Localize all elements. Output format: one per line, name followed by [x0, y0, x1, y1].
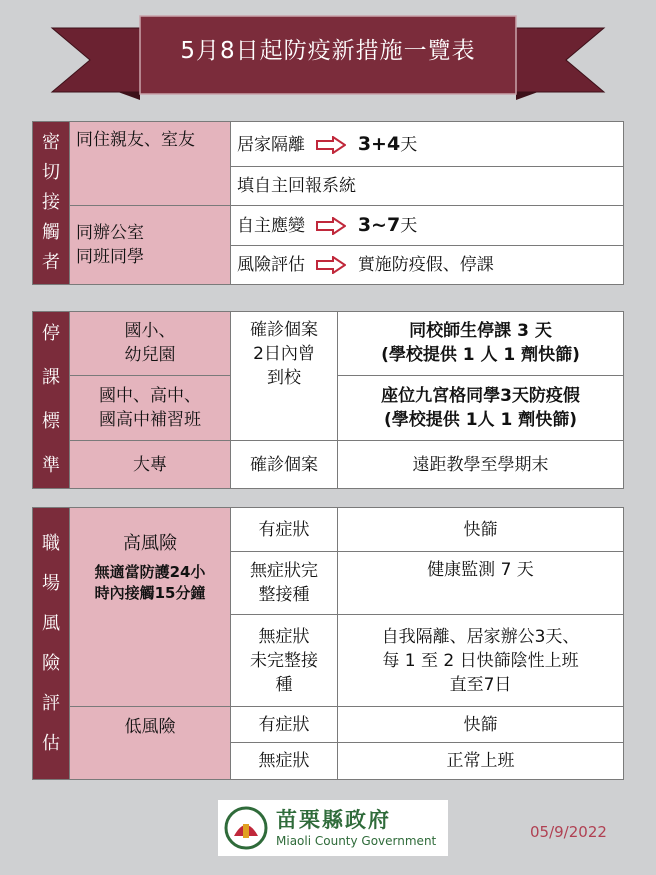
- county-logo: [218, 800, 448, 856]
- cohabitant-label: 同住親友、室友: [70, 122, 231, 206]
- secondary-action: 座位九宮格同學3天防疫假 (學校提供 1人 1 劑快篩): [338, 375, 624, 441]
- low-symptomatic-action: 快篩: [338, 707, 624, 743]
- workplace-risk-table: [32, 507, 624, 780]
- risk-assessment-cell: 風險評估 實施防疫假、停課: [231, 246, 624, 285]
- high-asymptomatic-unvaccinated-action: 自我隔離、居家辦公3天、 每 1 至 2 日快篩陰性上班 直至7日: [338, 615, 624, 707]
- class-suspension-table: [32, 311, 624, 489]
- low-asymptomatic-action: 正常上班: [338, 743, 624, 780]
- section-label-close-contact: 密 切 接 觸 者: [33, 122, 70, 285]
- close-contact-table: [32, 121, 624, 285]
- arrow-right-icon: [316, 256, 346, 274]
- section-label-class-suspension: 停 課 標 準: [33, 312, 70, 489]
- home-quarantine-cell: 居家隔離 3+4天: [231, 122, 624, 167]
- office-classmate-label: 同辦公室 同班同學: [70, 206, 231, 285]
- high-risk-label: 高風險 無適當防護24小 時內接觸15分鐘: [70, 508, 231, 707]
- high-symptomatic-condition: 有症狀: [231, 508, 338, 552]
- section-label-workplace-risk: 職 場 風 險 評 估: [33, 508, 70, 780]
- low-symptomatic-condition: 有症狀: [231, 707, 338, 743]
- org-name: 苗栗縣政府: [276, 807, 391, 832]
- secondary-label: 國中、高中、 國高中補習班: [70, 375, 231, 441]
- page-title: 5月8日起防疫新措施一覽表: [180, 38, 476, 64]
- elementary-label: 國小、 幼兒園: [70, 312, 231, 376]
- low-risk-label: 低風險: [70, 707, 231, 780]
- arrow-right-icon: [316, 136, 346, 154]
- arrow-right-icon: [316, 217, 346, 235]
- high-symptomatic-action: 快篩: [338, 508, 624, 552]
- confirmed-case-condition: 確診個案 2日內曾 到校: [231, 312, 338, 441]
- college-condition: 確診個案: [231, 441, 338, 489]
- college-label: 大專: [70, 441, 231, 489]
- high-asymptomatic-unvaccinated-condition: 無症狀 未完整接 種: [231, 615, 338, 707]
- self-report-cell: 填自主回報系統: [231, 167, 624, 206]
- high-asymptomatic-vaccinated-condition: 無症狀完 整接種: [231, 552, 338, 615]
- low-asymptomatic-condition: 無症狀: [231, 743, 338, 780]
- elementary-action: 同校師生停課 3 天 (學校提供 1 人 1 劑快篩): [338, 312, 624, 376]
- county-emblem-icon: [224, 806, 268, 850]
- date-stamp: 05/9/2022: [530, 823, 607, 841]
- high-asymptomatic-vaccinated-action: 健康監測 7 天: [338, 552, 624, 615]
- org-name-en: Miaoli County Government: [276, 834, 437, 848]
- self-response-cell: 自主應變 3~7天: [231, 206, 624, 246]
- college-action: 遠距教學至學期末: [338, 441, 624, 489]
